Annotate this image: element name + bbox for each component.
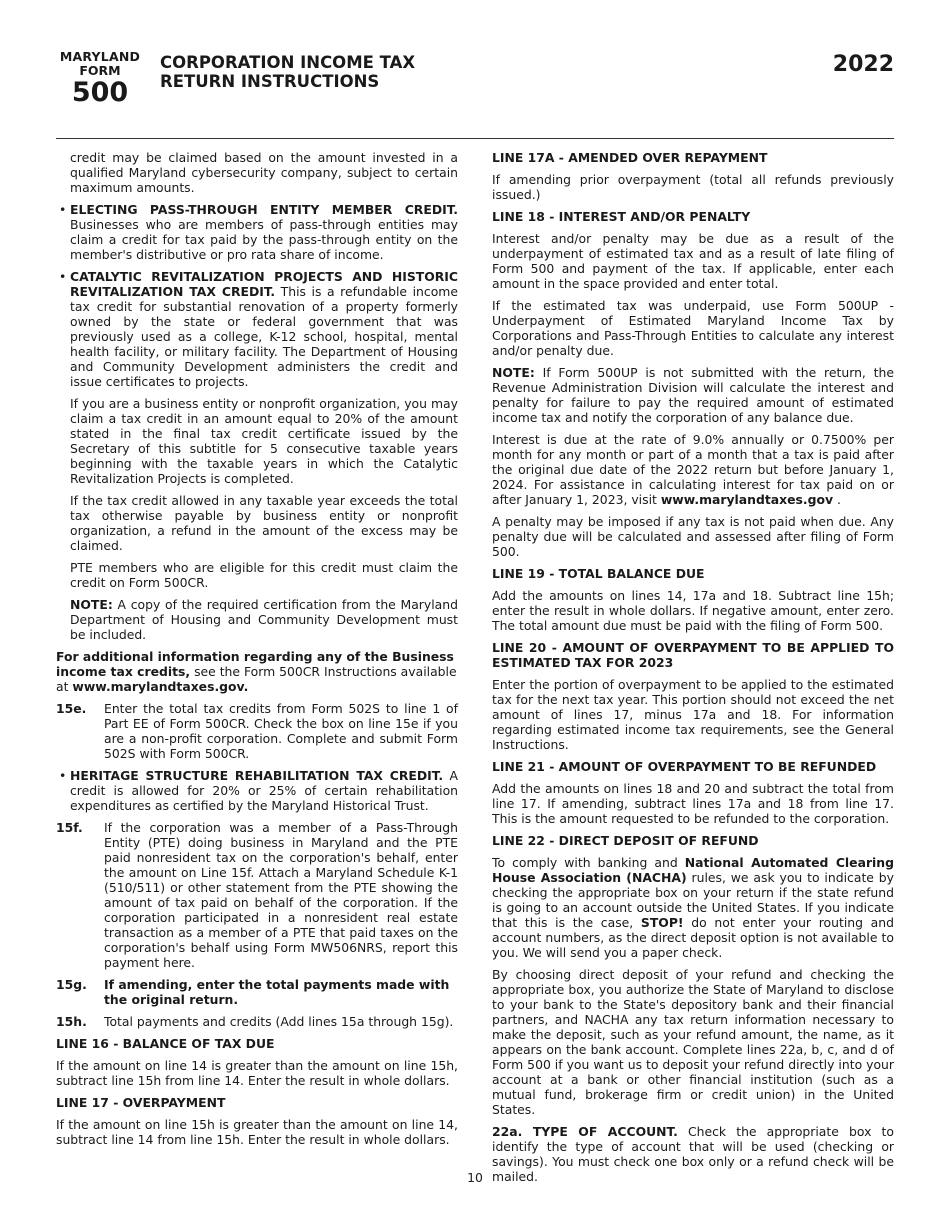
line-16-heading: LINE 16 - BALANCE OF TAX DUE: [56, 1036, 275, 1051]
line-18-interest: [492, 432, 894, 507]
stop-warning: STOP!: [640, 915, 684, 930]
line-text: If the corporation was a member of a Pass-Through Entity (PTE) doing business in Maryland and the PTE paid nonresident tax on the corporation's behalf, enter the amount on Line 15f. Attach a Maryland Schedule K-1 (510/511) or other statement from the PTE showing the amount of tax paid on behalf of the corporation. If the corporation participated in a nonresident real estate transaction as a member of a PTE that paid taxes on the corporation's behalf using Form MW506NRS, report this payment here.: [104, 820, 458, 970]
tax-year: 2022: [832, 52, 894, 77]
page-header: [56, 50, 894, 110]
additional-info-text: see the Form 500CR Instructions available at: [56, 664, 457, 694]
line-21-text: Add the amounts on lines 18 and 20 and subtract the total from line 17. If amending, subtract lines 17a and 18 from line 17. This is the amount requested to be refunded to the corporation.: [492, 781, 894, 826]
line-18-note: [492, 365, 894, 425]
note-label: NOTE:: [70, 597, 113, 612]
catalytic-note: [56, 597, 458, 642]
right-column: [492, 150, 894, 1191]
line-number: 15f.: [56, 820, 83, 835]
line-18-penalty: A penalty may be imposed if any tax is not paid when due. Any penalty due will be calculated and assessed after filing of Form 500.: [492, 514, 894, 559]
title-line-1: CORPORATION INCOME TAX: [160, 53, 416, 72]
line-16-text: If the amount on line 14 is greater than the amount on line 15h, subtract line 15h from line 14. Enter the result in whole dollars.: [56, 1058, 458, 1088]
text-run: rules, we ask you to indicate by checking the appropriate box on your return if the state refund is going to an account outside the United States. If you indicate that this is the case,: [492, 870, 894, 930]
bullet-heading: HERITAGE STRUCTURE REHABILITATION TAX CREDIT.: [70, 768, 444, 783]
title-line-2: RETURN INSTRUCTIONS: [160, 72, 380, 91]
form-number: 500: [71, 77, 129, 108]
interest-text-end: .: [833, 492, 841, 507]
bullet-heading: CATALYTIC REVITALIZATION PROJECTS AND HISTORIC REVITALIZATION TAX CREDIT.: [70, 269, 458, 299]
catalytic-paragraph-3: If the tax credit allowed in any taxable year exceeds the total tax otherwise payable by business entity or nonprofit organization, a refund in the amount of the excess may be claimed.: [70, 493, 458, 553]
interest-text: Interest is due at the rate of 9.0% annually or 0.7500% per month for any month or part of a month that a tax is paid after the original due date of the 2022 return but before January 1, 2024. For assistance in calculating interest for tax paid on or after January 1, 2023, visit: [492, 432, 894, 507]
line-22a-label: 22a. TYPE OF ACCOUNT.: [492, 1124, 678, 1139]
line-15g: [56, 977, 458, 1007]
line-22-paragraph-2: By choosing direct deposit of your refund and checking the appropriate box, you authorize the State of Maryland to disclose to your bank to the State's depository bank and their financial partners, and NACHA any tax return information necessary to make the deposit, such as your refund amount, the name, as it appears on the bank account. Complete lines 22a, b, c, and d of Form 500 if you want us to deposit your refund directly into your account at a bank or other financial institution (such as a mutual fund, brokerage firm or credit union) in the United States.: [492, 967, 894, 1117]
left-column: [56, 150, 458, 1154]
catalytic-paragraph-4: PTE members who are eligible for this credit must claim the credit on Form 500CR.: [70, 560, 458, 590]
text-run: do not enter your routing and account numbers, as the direct deposit option is not available to you. We will send you a paper check.: [492, 915, 894, 960]
line-22-paragraph-1: [492, 855, 894, 960]
page-number: 10: [467, 1170, 483, 1185]
additional-info: [56, 649, 458, 694]
bullet-catalytic-credit: [56, 269, 458, 389]
line-21-heading: LINE 21 - AMOUNT OF OVERPAYMENT TO BE REFUNDED: [492, 759, 877, 774]
line-number: 15h.: [56, 1014, 87, 1029]
line-17-heading: LINE 17 - OVERPAYMENT: [56, 1095, 226, 1110]
note-text: If Form 500UP is not submitted with the return, the Revenue Administration Division will calculate the interest and penalty for failure to pay the required amount of estimated income tax and notify the corporation of any balance due.: [492, 365, 894, 425]
line-19-heading: LINE 19 - TOTAL BALANCE DUE: [492, 566, 705, 581]
line-19-text: Add the amounts on lines 14, 17a and 18. Subtract line 15h; enter the result in whole dollars. If negative amount, enter zero. The total amount due must be paid with the filing of Form 500.: [492, 588, 894, 633]
note-text: A copy of the required certification from the Maryland Department of Housing and Community Development must be included.: [70, 597, 458, 642]
line-17a-heading: LINE 17A - AMENDED OVER REPAYMENT: [492, 150, 768, 165]
form-state: MARYLAND: [59, 49, 141, 64]
line-15e: [56, 701, 458, 761]
bullet-text: A credit is allowed for 20% or 25% of certain rehabilitation expenditures as certified by the Maryland Historical Trust.: [70, 768, 458, 813]
bullet-text: This is a refundable income tax credit for substantial renovation of a property formerly owned by the state or federal government that was previously used as a college, K-12 school, hospital, mental health facility, or military facility. The Department of Housing and Community Development administers the credit and issue certificates to projects.: [70, 284, 458, 389]
bullet-dot: •: [59, 768, 67, 783]
note-label: NOTE:: [492, 365, 535, 380]
additional-info-bold: For additional information regarding any of the Business income tax credits,: [56, 649, 454, 679]
line-18-paragraph-2: If the estimated tax was underpaid, use Form 500UP - Underpayment of Estimated Maryland Income Tax by Corporations and Pass-Through Entities to calculate any interest and/or penalty due.: [492, 298, 894, 358]
bullet-text: Businesses who are members of pass-through entities may claim a credit for tax paid by the pass-through entity on the member's distributive or pro rata share of income.: [70, 217, 458, 262]
line-number: 15g.: [56, 977, 87, 992]
document-title: [160, 53, 415, 91]
catalytic-paragraph-2: If you are a business entity or nonprofit organization, you may claim a tax credit in an amount equal to 20% of the amount stated in the final tax credit certificate issued by the Secretary of this subtitle for 5 consecutive taxable years beginning with the taxable years in which the Catalytic Revitalization Projects is completed.: [70, 396, 458, 486]
line-22-heading: LINE 22 - DIRECT DEPOSIT OF REFUND: [492, 833, 759, 848]
bullet-dot: •: [59, 202, 67, 217]
bullet-dot: •: [59, 269, 67, 284]
bullet-heritage-credit: [56, 768, 458, 813]
nacha-term: National Automated Clearing House Association (NACHA): [492, 855, 894, 885]
form-identifier: [56, 50, 144, 108]
text-run: To comply with banking and: [492, 855, 685, 870]
cybersecurity-credit-continued: credit may be claimed based on the amount invested in a qualified Maryland cybersecurity company, subject to certain maximum amounts.: [70, 150, 458, 195]
line-15h: [56, 1014, 458, 1029]
bullet-heading: ELECTING PASS-THROUGH ENTITY MEMBER CREDIT.: [70, 202, 458, 217]
line-18-heading: LINE 18 - INTEREST AND/OR PENALTY: [492, 209, 751, 224]
line-15f: [56, 820, 458, 970]
line-text: If amending, enter the total payments made with the original return.: [104, 977, 450, 1007]
line-text: Total payments and credits (Add lines 15a through 15g).: [104, 1014, 454, 1029]
bullet-pte-member-credit: [56, 202, 458, 262]
line-17-text: If the amount on line 15h is greater than the amount on line 14, subtract line 14 from line 15h. Enter the result in whole dollars.: [56, 1117, 458, 1147]
line-20-text: Enter the portion of overpayment to be applied to the estimated tax for the next tax year. This portion should not exceed the net amount of lines 17, minus 17a and 18. For information regarding estimated income tax requirements, see the General Instructions.: [492, 677, 894, 752]
form-word: FORM: [79, 63, 121, 78]
marylandtaxes-link[interactable]: www.marylandtaxes.gov: [660, 492, 834, 507]
line-text: Enter the total tax credits from Form 502S to line 1 of Part EE of Form 500CR. Check the box on line 15e if you are a non-profit corporation. Complete and submit Form 502S with Form 500CR.: [104, 701, 458, 761]
line-20-heading: LINE 20 - AMOUNT OF OVERPAYMENT TO BE APPLIED TO ESTIMATED TAX FOR 2023: [492, 640, 894, 670]
line-number: 15e.: [56, 701, 87, 716]
line-17a-text: If amending prior overpayment (total all refunds previously issued.): [492, 172, 894, 202]
line-22a-text: Check the appropriate box to identify the type of account that will be used (checking or savings). You must check one box only or a refund check will be mailed.: [492, 1124, 894, 1184]
line-18-paragraph-1: Interest and/or penalty may be due as a result of the underpayment of estimated tax and as a result of late filing of Form 500 and payment of the tax. If applicable, enter each amount in the space provided and enter total.: [492, 231, 894, 291]
header-divider: [56, 138, 894, 139]
marylandtaxes-link[interactable]: www.marylandtaxes.gov.: [72, 679, 249, 694]
